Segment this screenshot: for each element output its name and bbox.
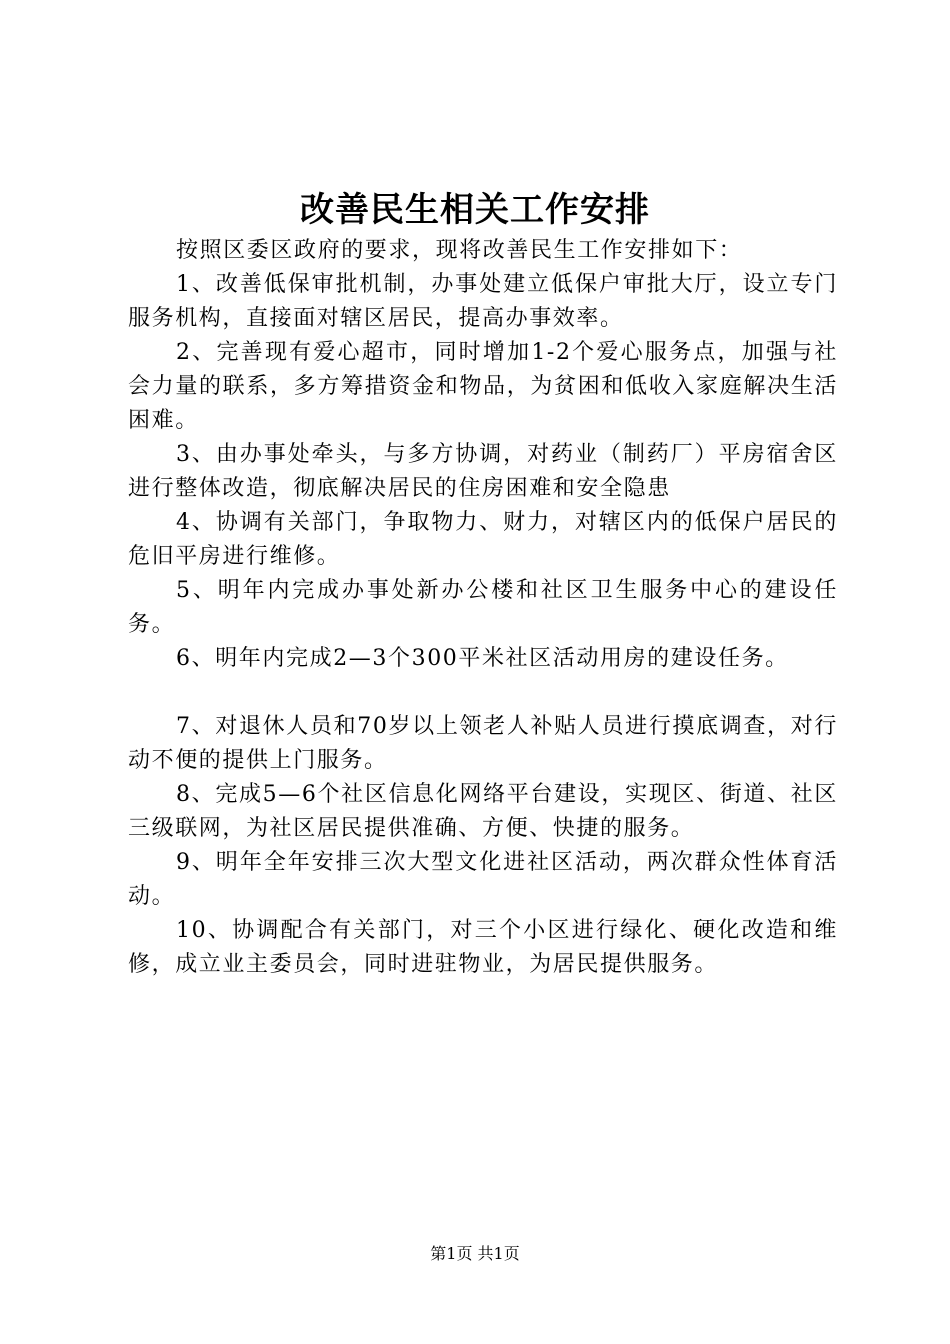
item-paragraph-5: 5、明年内完成办事处新办公楼和社区卫生服务中心的建设任务。 xyxy=(128,578,838,637)
document-title: 改善民生相关工作安排 xyxy=(300,190,650,230)
item-paragraph-9: 9、明年全年安排三次大型文化进社区活动，两次群众性体育活动。 xyxy=(128,850,838,909)
item-paragraph-10: 10、协调配合有关部门，对三个小区进行绿化、硬化改造和维修，成立业主委员会，同时进驻物业，为居民提供服务。 xyxy=(128,918,838,977)
document-body xyxy=(128,234,838,982)
paragraph-spacer xyxy=(128,676,838,710)
item-paragraph-2: 2、完善现有爱心超市，同时增加1-2个爱心服务点，加强与社会力量的联系，多方筹措资金和物品，为贫困和低收入家庭解决生活困难。 xyxy=(128,340,838,433)
item-paragraph-8: 8、完成5—6个社区信息化网络平台建设，实现区、街道、社区三级联网，为社区居民提供准确、方便、快捷的服务。 xyxy=(128,782,838,841)
intro-paragraph: 按照区委区政府的要求，现将改善民生工作安排如下： xyxy=(176,238,743,263)
item-paragraph-4: 4、协调有关部门，争取物力、财力，对辖区内的低保户居民的危旧平房进行维修。 xyxy=(128,510,838,569)
item-paragraph-1: 1、改善低保审批机制，办事处建立低保户审批大厅，设立专门服务机构，直接面对辖区居民，提高办事效率。 xyxy=(128,272,838,331)
item-paragraph-3: 3、由办事处牵头，与多方协调，对药业（制药厂）平房宿舍区进行整体改造，彻底解决居民的住房困难和安全隐患 xyxy=(128,442,838,501)
item-paragraph-6: 6、明年内完成2—3个300平米社区活动用房的建设任务。 xyxy=(176,646,789,671)
item-paragraph-7: 7、对退休人员和70岁以上领老人补贴人员进行摸底调查，对行动不便的提供上门服务。 xyxy=(128,714,838,773)
page-footer: 第1页 共1页 xyxy=(430,1244,520,1263)
